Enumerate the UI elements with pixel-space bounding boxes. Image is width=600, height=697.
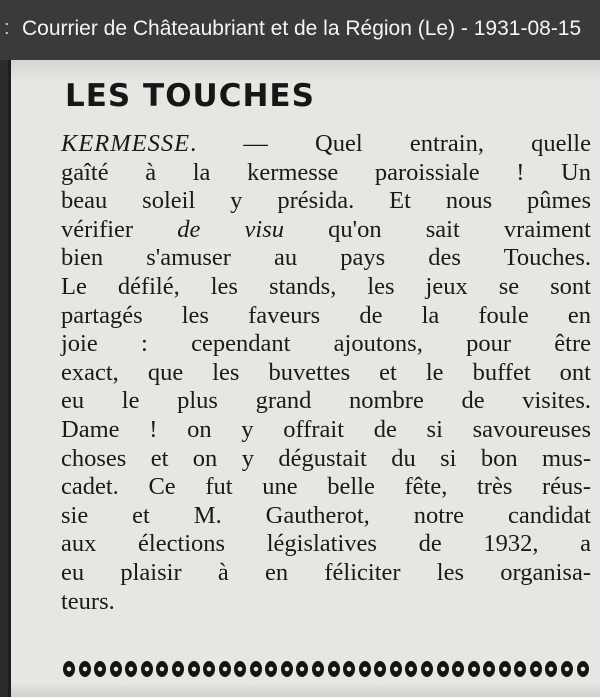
divider-bead-icon [545, 661, 557, 677]
divider-bead-icon [156, 661, 168, 677]
divider-bead-icon [234, 661, 246, 677]
lead-word: KERMESSE [61, 130, 191, 157]
newspaper-clipping [8, 60, 600, 697]
divider-bead-icon [483, 661, 495, 677]
divider-bead-icon [141, 661, 153, 677]
divider-bead-icon [468, 661, 480, 677]
article-body [61, 130, 591, 616]
divider-bead-icon [219, 661, 231, 677]
article-line: joie : cependant ajoutons, pour être [61, 330, 591, 358]
divider-bead-icon [499, 661, 511, 677]
italic-phrase: de visu [177, 215, 284, 243]
article-line: cadet. Ce fut une belle fête, très réus- [61, 473, 591, 501]
divider-bead-icon [203, 661, 215, 677]
article-line: KERMESSE. — Quel entrain, quelle [61, 130, 591, 157]
divider-bead-icon [296, 661, 308, 677]
divider-bead-icon [188, 661, 200, 677]
divider-bead-icon [374, 661, 386, 677]
divider-bead-icon [530, 661, 542, 677]
article-line: aux élections législatives de 1932, a [61, 530, 591, 558]
divider-bead-icon [561, 661, 573, 677]
divider-bead-icon [421, 661, 433, 677]
divider-bead-icon [312, 661, 324, 677]
caption-bar [0, 0, 600, 60]
article-line: eu plaisir à en féliciter les organisa- [61, 558, 591, 586]
divider-bead-icon [343, 661, 355, 677]
divider-bead-icon [390, 661, 402, 677]
divider-bead-icon [328, 661, 340, 677]
article-line: exact, que les buvettes et le buffet ont [61, 358, 591, 386]
article-line: partagés les faveurs de la foule en [61, 301, 591, 329]
divider-bead-icon [110, 661, 122, 677]
caption-edge-mark: : [4, 17, 10, 39]
divider-bead-icon [172, 661, 184, 677]
image-caption: Courrier de Châteaubriant et de la Région (Le) - 1931-08-15 [22, 17, 582, 40]
divider-bead-icon [281, 661, 293, 677]
article-line: gaîté à la kermesse paroissiale ! Un [61, 158, 591, 186]
divider-bead-icon [250, 661, 262, 677]
divider-bead-icon [125, 661, 137, 677]
divider-bead-icon [63, 661, 75, 677]
divider-bead-icon [265, 661, 277, 677]
article-line: sie et M. Gautherot, notre candidat [61, 501, 591, 529]
article-heading: LES TOUCHES [65, 78, 315, 114]
article-line: beau soleil y présida. Et nous pûmes [61, 187, 591, 215]
divider-bead-icon [514, 661, 526, 677]
article-line: Dame ! on y offrait de si savoureuses [61, 415, 591, 443]
divider-bead-icon [577, 661, 589, 677]
article-line: Le défilé, les stands, les jeux se sont [61, 272, 591, 300]
divider-bead-icon [452, 661, 464, 677]
divider-bead-icon [437, 661, 449, 677]
divider-bead-icon [94, 661, 106, 677]
next-column-bleed [11, 683, 600, 697]
article-line: bien s'amuser au pays des Touches. [61, 244, 591, 272]
article-line: teurs. [61, 587, 115, 615]
article-line: eu le plus grand nombre de visites. [61, 387, 591, 415]
article-line: vérifier de visu qu'on sait vraiment [61, 215, 591, 243]
divider-bead-icon [359, 661, 371, 677]
divider-bead-icon [79, 661, 91, 677]
ornamental-divider [63, 658, 589, 680]
divider-bead-icon [405, 661, 417, 677]
article-line: choses et on y dégustait du si bon mus- [61, 444, 591, 472]
